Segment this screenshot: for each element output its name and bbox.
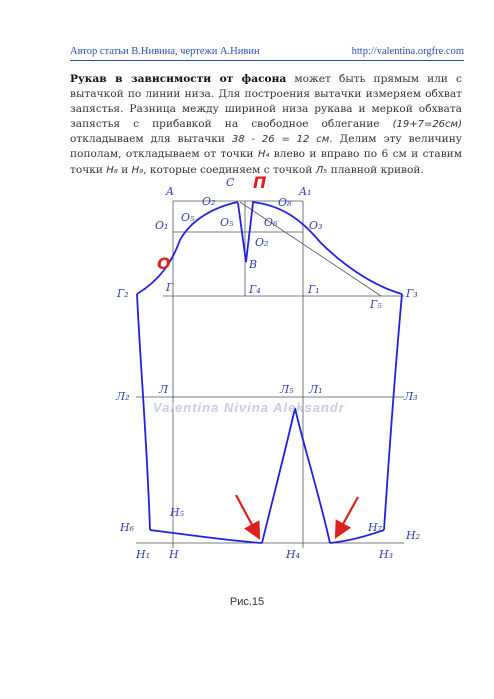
label-A1: A₁ <box>299 185 312 198</box>
label-H7: H₇ <box>368 521 383 534</box>
hem-left <box>150 530 262 543</box>
site-url[interactable]: http://valentina.orgfre.com <box>351 46 464 57</box>
label-L3: Л₃ <box>404 390 418 403</box>
label-H5: H₅ <box>170 506 185 519</box>
figure-caption: Рис.15 <box>229 596 265 608</box>
label-H1: H₁ <box>136 548 151 561</box>
label-L2: Л₂ <box>116 390 130 403</box>
red-arrows <box>236 495 358 536</box>
right-side-seam <box>384 294 402 530</box>
lead-bold-text: Рукав в зависимости от фасона <box>70 73 287 85</box>
left-side-seam <box>137 294 150 530</box>
label-O5: O₅ <box>220 216 234 229</box>
label-H2: H₂ <box>406 529 421 542</box>
label-G4: Г₄ <box>249 283 261 296</box>
arrow-left <box>236 495 258 536</box>
text-segment: плавной кривой. <box>327 163 424 176</box>
label-H: H <box>169 548 179 561</box>
label-G2: Г₂ <box>117 287 129 300</box>
label-H4: H₄ <box>286 548 301 561</box>
label-G: Г <box>166 281 174 294</box>
label-O-red: О <box>157 254 171 273</box>
label-O3: O₃ <box>309 219 323 232</box>
label-A: A <box>166 185 174 198</box>
wrist-dart <box>262 408 330 543</box>
text-segment: влево и вправо по 6 см и ставим точки <box>70 148 462 176</box>
label-G3: Г₃ <box>406 287 418 300</box>
guide-lines <box>136 201 404 548</box>
watermark: Valentina Nivina Aleksandr <box>153 400 345 415</box>
label-O6: O₆ <box>264 216 278 229</box>
label-H3: H₃ <box>379 548 394 561</box>
cap-dart <box>238 203 253 262</box>
label-P: П <box>253 173 267 192</box>
front-chord <box>240 202 381 296</box>
label-G5: Г₅ <box>370 298 382 311</box>
text-segment: и <box>117 163 132 176</box>
point-ref: Л₅ <box>315 164 328 176</box>
arrow-right <box>337 497 358 535</box>
text-segment: откладываем для вытачки <box>70 133 232 146</box>
label-O4: O₅ <box>181 211 195 224</box>
point-ref: Н₉ <box>131 164 144 176</box>
label-O7: O₂ <box>255 236 269 249</box>
text-segment: , которые соединяем с точкой <box>143 163 316 176</box>
text-segment: . Делим эту величину пополам, откладываем от точки <box>70 133 462 161</box>
label-C: С <box>226 176 235 189</box>
label-L1: Л₁ <box>309 383 323 396</box>
point-ref: Н₈ <box>106 164 118 176</box>
sleeve-outline <box>137 202 402 543</box>
label-H6: H₆ <box>120 521 135 534</box>
formula: (19+7=26см) <box>392 119 462 131</box>
label-L: Л <box>159 383 169 396</box>
point-ref: Н₄ <box>257 149 270 161</box>
label-O8: O₈ <box>278 196 292 209</box>
label-O2: O₂ <box>202 195 216 208</box>
label-B: В <box>249 258 258 271</box>
label-O1: O₁ <box>155 219 169 232</box>
label-L5: Л₅ <box>280 383 294 396</box>
author-credit: Автор статьи В.Нивина, чертежи А.Нивин <box>70 46 260 57</box>
formula: 38 - 26 = 12 см <box>231 134 330 146</box>
label-G1: Г₁ <box>308 283 320 296</box>
text-segment: может быть прямым или с вытачкой по линии низа. Для построения вытачки измеряем обхват запястья. Разница между шириной низа рукава и меркой обхвата запястья с прибавкой на свободное облегание <box>70 73 462 131</box>
